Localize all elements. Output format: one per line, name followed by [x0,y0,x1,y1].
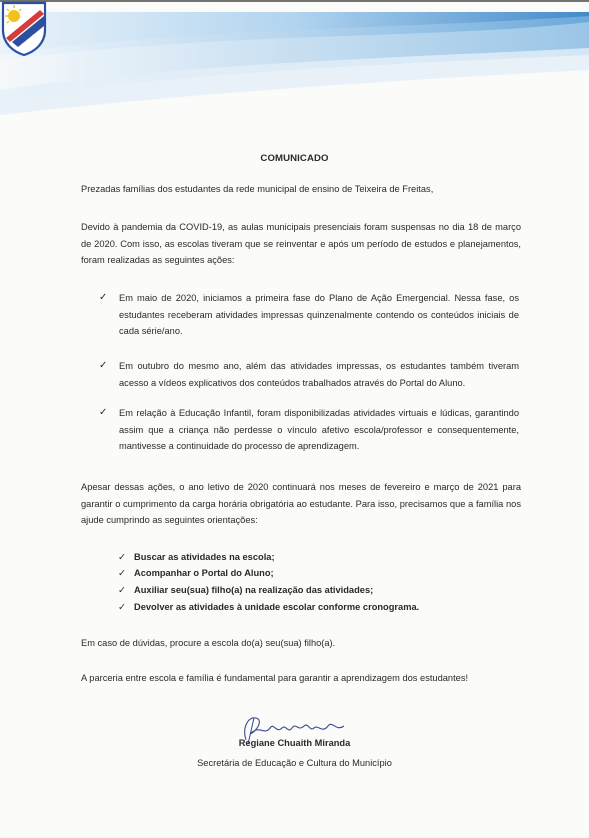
guideline-text: Auxiliar seu(sua) filho(a) na realização das atividades; [134,585,374,595]
signatory-name: Regiane Chuaith Miranda [238,738,351,748]
guideline-item [118,599,419,616]
intro-paragraph: Devido à pandemia da COVID-19, as aulas municipais presenciais foram suspensas no dia 18 de março de 2020. Com isso, as escolas tiveram que se reinventar e após um período de estudos e planejamentos, foram realizadas as seguintes ações: [81,222,521,265]
check-icon: ✓ [118,552,126,562]
guideline-item [118,549,275,566]
check-icon: ✓ [99,407,108,418]
letterhead-waves [0,0,589,130]
greeting-paragraph: Prezadas famílias dos estudantes da rede municipal de ensino de Teixeira de Freitas, [81,184,434,194]
check-icon: ✓ [99,292,108,303]
check-icon: ✓ [118,585,126,595]
check-icon: ✓ [99,360,108,371]
action-item [99,405,519,455]
municipal-crest-icon [0,0,48,56]
signatory-role: Secretária de Educação e Cultura do Município [197,758,392,768]
closing-paragraph: A parceria entre escola e família é fundamental para garantir a aprendizagem dos estudantes! [81,673,469,683]
continuation-paragraph: Apesar dessas ações, o ano letivo de 2020 continuará nos meses de fevereiro e março de 2021 para garantir o cumprimento da carga horária obrigatória ao estudante. Para isso, precisamos que a família nos ajude cumprindo as seguintes orientações: [81,482,521,525]
letterhead-banner [0,0,589,130]
action-text: Em relação à Educação Infantil, foram disponibilizadas atividades virtuais e lúdicas, garantindo assim que a criança não perdesse o vínculo afetivo escola/professor e consequentemente, mantivesse a continuidade do processo de aprendizagem. [119,408,519,451]
check-icon: ✓ [118,568,126,578]
check-icon: ✓ [118,602,126,612]
action-text: Em outubro do mesmo ano, além das atividades impressas, os estudantes também tiveram acesso a vídeos explicativos dos conteúdos trabalhados através do Portal do Aluno. [119,361,519,388]
action-text: Em maio de 2020, iniciamos a primeira fase do Plano de Ação Emergencial. Nessa fase, os estudantes receberam atividades impressas quinzenalmente contendo os conteúdos iniciais de cada série/ano. [119,293,519,336]
guideline-text: Buscar as atividades na escola; [134,552,275,562]
doubts-paragraph: Em caso de dúvidas, procure a escola do(a) seu(sua) filho(a). [81,638,336,648]
guideline-item [118,582,373,599]
guideline-text: Devolver as atividades à unidade escolar conforme cronograma. [134,602,420,612]
document-title: COMUNICADO [260,153,329,164]
guideline-text: Acompanhar o Portal do Aluno; [134,568,274,578]
action-item [99,290,519,340]
guideline-item [118,565,274,582]
action-item [99,358,519,391]
